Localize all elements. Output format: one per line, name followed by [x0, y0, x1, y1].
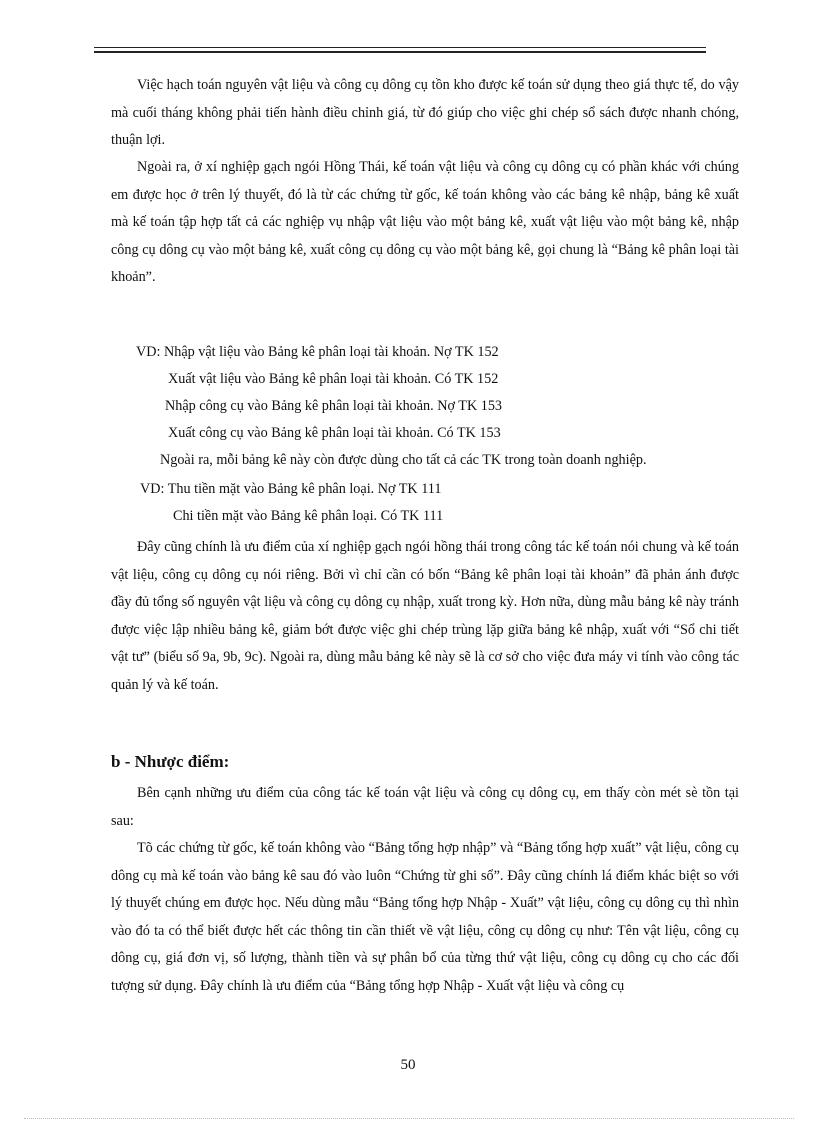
section-heading-disadvantages: b - Nhược điểm: — [111, 752, 230, 771]
paragraph-advantages: Đây cũng chính là ưu điểm của xí nghiệp gạch ngói hồng thái trong công tác kế toán nói chung và kế toán vật liệu, công cụ dông cụ nói riêng. Bởi vì chỉ cần có bốn “Bảng kê phân loại tài khoản” đã phản ánh được đầy đủ tổng số nguyên vật liệu và công cụ dông cụ nhập, xuất trong kỳ. Hơn nữa, dùng mẫu bảng kê này tránh được việc lập nhiều bảng kê, giảm bớt được việc ghi chép trùng lặp giữa bảng kê nhập, xuất với “Sổ chi tiết vật tư” (biểu số 9a, 9b, 9c). Ngoài ra, dùng mẫu bảng kê này sẽ là cơ sở cho việc đưa máy vi tính vào công tác quản lý và kế toán. — [111, 539, 739, 693]
page-bottom-border — [24, 1118, 794, 1119]
example-line-5: Ngoài ra, mỗi bảng kê này còn được dùng cho tất cả các TK trong toàn doanh nghiệp. — [160, 452, 647, 468]
paragraph-shortcomings-intro: Bên cạnh những ưu điểm của công tác kế toán vật liệu và công cụ dông cụ, em thấy còn mét sè tồn tại sau: — [111, 785, 739, 829]
example-line-7: Chi tiền mặt vào Bảng kê phân loại. Có TK 111 — [173, 508, 444, 524]
example-line-4: Xuất công cụ vào Bảng kê phân loại tài khoản. Có TK 153 — [168, 425, 501, 441]
example-line-6: VD: Thu tiền mặt vào Bảng kê phân loại. Nợ TK 111 — [140, 481, 442, 497]
example-line-1: VD: Nhập vật liệu vào Bảng kê phân loại tài khoản. Nợ TK 152 — [136, 344, 499, 360]
header-rule-top — [94, 47, 706, 48]
paragraph-inventory-pricing: Việc hạch toán nguyên vật liệu và công cụ dông cụ tồn kho được kế toán sử dụng theo giá thực tế, do vậy mà cuối tháng không phải tiến hành điều chỉnh giá, từ đó giúp cho việc ghi chép sổ sách được nhanh chóng, thuận lợi. — [111, 77, 739, 148]
header-rule-bottom — [94, 51, 706, 53]
paragraph-shortcomings-detail: Tõ các chứng từ gốc, kế toán không vào “Bảng tổng hợp nhập” và “Bảng tổng hợp xuất” vật liệu, công cụ dông cụ mà kế toán vào bảng kê sau đó vào luôn “Chứng từ ghi sổ”. Đây cũng chính lá điểm khác biệt so với lý thuyết chúng em được học. Nếu dùng mẫu “Bảng tổng hợp Nhập - Xuất” vật liệu, công cụ dông cụ thì nhìn vào đó ta có thể biết được hết các thông tin cần thiết về vật liệu, công cụ dông cụ như: Tên vật liệu, công cụ dông cụ, giá đơn vị, số lượng, thành tiền và sự phân bổ của từng thứ vật liệu, công cụ dông cụ cho các đối tượng sử dụng. Đây chính là ưu điểm của “Bảng tổng hợp Nhập - Xuất vật liệu và công cụ — [111, 840, 739, 994]
paragraph-classification-table: Ngoài ra, ở xí nghiệp gạch ngói Hồng Thái, kế toán vật liệu và công cụ dông cụ có phần khác với chúng em được học ở trên lý thuyết, đó là từ các chứng từ gốc, kế toán không vào các bảng kê nhập, bảng kê xuất mà kế toán tập hợp tất cả các nghiệp vụ nhập vật liệu vào một bảng kê, xuất vật liệu vào một bảng kê, nhập công cụ dông cụ vào một bảng kê, xuất công cụ dông cụ vào một bảng kê, gọi chung là “Bảng kê phân loại tài khoản”. — [111, 159, 739, 285]
example-line-2: Xuất vật liệu vào Bảng kê phân loại tài khoản. Có TK 152 — [168, 371, 499, 387]
page-number: 50 — [400, 1057, 416, 1073]
example-line-3: Nhập công cụ vào Bảng kê phân loại tài khoản. Nợ TK 153 — [165, 398, 503, 414]
